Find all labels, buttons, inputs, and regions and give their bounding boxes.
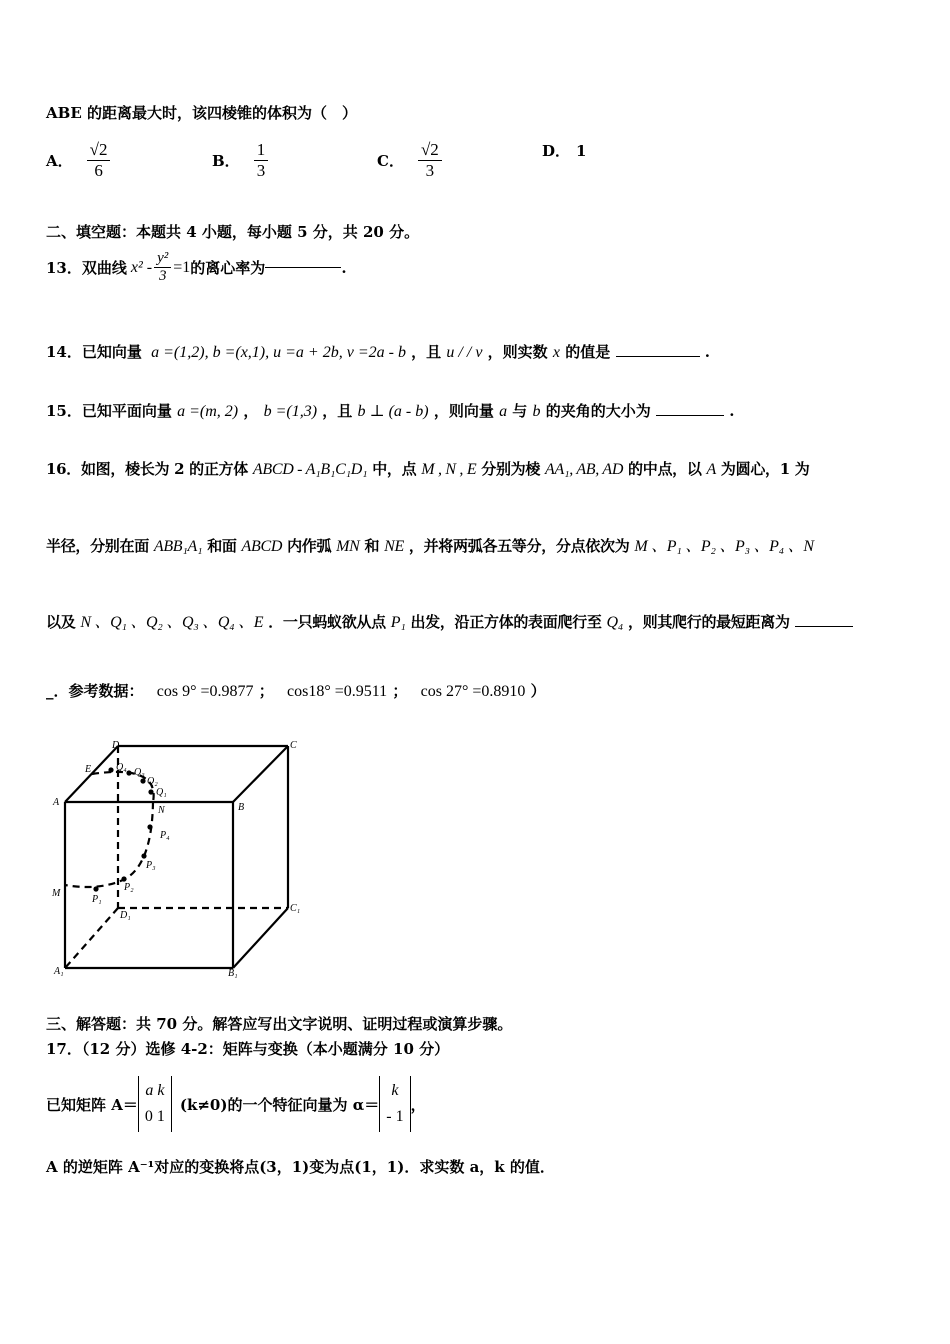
option-d-value: 1 — [576, 141, 587, 160]
point-Q3 — [126, 770, 131, 775]
label-B: B — [238, 802, 245, 813]
q14-answer-blank[interactable] — [616, 356, 700, 357]
label-C: C — [290, 740, 297, 751]
option-b-fraction: $\frac{1}{3}$ — [254, 140, 269, 181]
label-A: A — [53, 797, 60, 808]
q13-fraction: $\frac{\text{y²}}{3}$ — [154, 250, 171, 285]
label-E: E — [85, 764, 92, 775]
ref-cos18: cos18° =0.9511 — [286, 683, 388, 700]
q13-answer-blank[interactable] — [265, 267, 341, 268]
label-Q2: Q₂ — [147, 776, 158, 787]
label-A1: A₁ — [54, 966, 64, 977]
edge-D1A1-hidden — [65, 908, 118, 968]
option-a-fraction: $\frac{√2}{6}$ — [87, 140, 111, 181]
point-Q4 — [108, 767, 113, 772]
q14: 14．已知向量 a =(1,2), b =(x,1), u =a + 2b, v =2a - b ，且 u / / v ，则实数 x 的值是 . — [46, 343, 710, 361]
label-D1: D₁ — [120, 910, 131, 921]
option-c[interactable] — [377, 140, 442, 181]
point-Q1 — [148, 789, 153, 794]
q17-line-1: 已知矩阵 A＝ a k 0 1 (k≠0)的一个特征向量为 α＝ k - 1 ， — [46, 1076, 426, 1132]
ref-cos9: cos 9° =0.9877 — [156, 683, 254, 700]
q15-expr2: b =(1,3) — [263, 403, 318, 420]
point-P3 — [141, 853, 146, 858]
section-3-title: 三、解答题：共 70 分。解答应写出文字说明、证明过程或演算步骤。 — [46, 1015, 513, 1033]
option-b-label: B． — [212, 152, 240, 170]
label-D: D — [112, 740, 120, 751]
option-c-label: C． — [377, 152, 404, 170]
edge-CB — [233, 746, 288, 802]
q16-line-4: _．参考数据： cos 9° =0.9877 ； cos18° =0.9511 ； cos 27° =0.8910 ） — [46, 682, 546, 700]
q13-expr-a: x² - — [130, 258, 153, 276]
vector-alpha: k - 1 — [379, 1076, 410, 1132]
edge-C1B1 — [233, 908, 288, 968]
option-d-label: D． — [542, 142, 571, 160]
q17-title: 17．（12 分）选修 4-2：矩阵与变换（本小题满分 10 分） — [46, 1040, 450, 1058]
option-d[interactable] — [542, 140, 586, 161]
label-P3: P₃ — [146, 860, 156, 871]
point-Q2 — [140, 778, 145, 783]
label-P2: P₂ — [124, 882, 134, 893]
q16-line-2: 半径，分别在面 ABB₁A₁ 和面 ABCD 内作弧 MN 和 NE ，并将两弧各五等分，分点依次为 M 、P₁ 、P₂ 、P₃ 、P₄ 、N — [46, 537, 814, 555]
q15-answer-blank[interactable] — [656, 415, 724, 416]
label-P1: P₁ — [92, 894, 102, 905]
label-B1: B₁ — [228, 968, 238, 979]
edge-AD — [65, 746, 118, 802]
arc-MN — [65, 802, 153, 887]
q14-cond: u / / v — [446, 344, 483, 361]
label-Q4: Q₄ — [116, 762, 127, 773]
q12-tail — [46, 102, 357, 123]
q15-expr1: a =(m, 2) — [177, 403, 239, 420]
q12-tail-text: ABE 的距离最大时，该四棱锥的体积为（ ） — [46, 104, 357, 122]
ref-cos27: cos 27° =0.8910 — [420, 683, 526, 700]
point-P4 — [147, 824, 152, 829]
cube-figure — [40, 734, 320, 984]
label-P4: P₄ — [160, 830, 170, 841]
point-P1 — [93, 886, 98, 891]
point-P2 — [121, 876, 126, 881]
q13: 13．双曲线 x² - $\frac{\text{y²}}{3}$ =1 的离心率为 . — [46, 250, 347, 284]
label-N: N — [158, 805, 165, 816]
q15: 15．已知平面向量 a =(m, 2) ， b =(1,3) ，且 b ⊥ (a - b) ，则向量 a 与 b 的夹角的大小为 . — [46, 402, 735, 420]
label-Q1: Q₁ — [156, 787, 167, 798]
q14-expr: a =(1,2), b =(x,1), u =a + 2b, v =2a - b — [151, 344, 406, 361]
q16-line-1: 16．如图，棱长为 2 的正方体 ABCD - A₁B₁C₁D₁ 中，点 M , N , E 分别为棱 AA₁, AB, AD 的中点，以 A 为圆心，1 为 — [46, 460, 810, 478]
matrix-A: a k 0 1 — [138, 1076, 172, 1132]
option-a-label: A． — [46, 152, 73, 170]
q16-answer-blank[interactable] — [795, 626, 853, 627]
label-M: M — [52, 888, 61, 899]
q13-expr-b: =1 — [173, 258, 191, 276]
option-c-fraction: $\frac{√2}{3}$ — [418, 140, 442, 181]
label-Q3: Q₃ — [134, 767, 145, 778]
q16-line-3: 以及 N 、Q₁ 、Q₂ 、Q₃ 、Q₄ 、E ．一只蚂蚁欲从点 P₁ 出发，沿正方体的表面爬行至 Q₄ ，则其爬行的最短距离为 — [46, 609, 853, 632]
option-a[interactable] — [46, 140, 110, 181]
q15-cond: b ⊥ (a - b) — [357, 403, 429, 420]
q17-line-2: A 的逆矩阵 A⁻¹对应的变换将点(3，1)变为点(1，1)．求实数 a，k 的值． — [46, 1158, 555, 1176]
label-C1: C₁ — [290, 903, 301, 914]
section-2-title: 二、填空题：本题共 4 小题，每小题 5 分，共 20 分。 — [46, 223, 420, 241]
option-b[interactable] — [212, 140, 268, 181]
